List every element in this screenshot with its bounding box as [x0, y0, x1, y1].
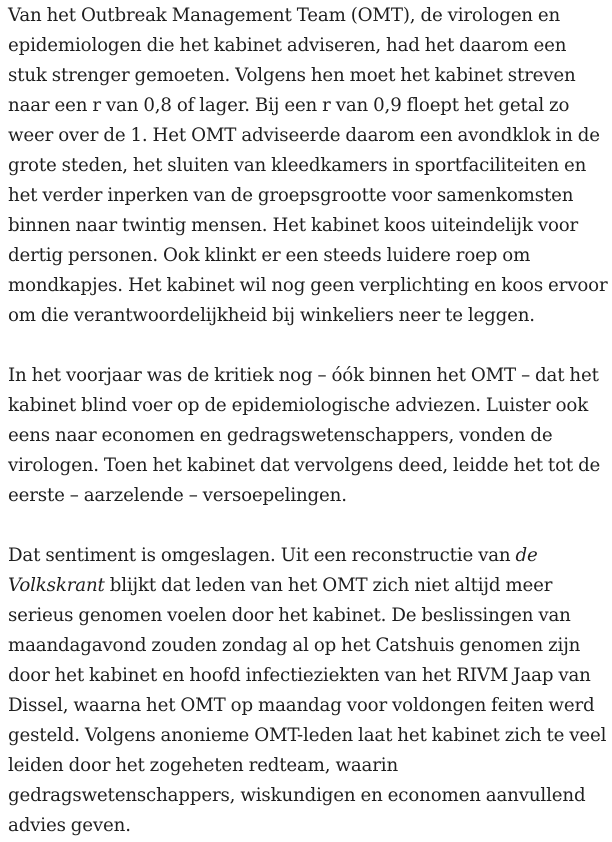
paragraph-text: Dat sentiment is omgeslagen. Uit een reconstructie van	[8, 545, 516, 566]
paragraph-text: blijkt dat leden van het OMT zich niet altijd meer serieus genomen voelen door het kabinet. De beslissingen van maandagavond zouden zondag al op het Catshuis genomen zijn door het kabinet en hoofd infectieziekten van het RIVM Jaap van Dissel, waarna het OMT op maandag voor voldongen feiten werd gesteld. Volgens anonieme OMT-leden laat het kabinet zich te veel leiden door het zogeheten redteam, waarin gedragswetenschappers, wiskundigen en economen aanvullend advies geven.	[8, 575, 607, 836]
article-body	[8, 1, 608, 841]
paragraph-spring-criticism: In het voorjaar was de kritiek nog – óók binnen het OMT – dat het kabinet blind voer op de epidemiologische adviezen. Luister ook eens naar economen en gedragswetenschappers, vonden de virologen. Toen het kabinet dat vervolgens deed, leidde het tot de eerste – aarzelende – versoepelingen.	[8, 365, 601, 506]
publication-name: de Volkskrant	[8, 545, 538, 596]
paragraph-sentiment-shift	[8, 541, 608, 841]
paragraph-omt-advice: Van het Outbreak Management Team (OMT), de virologen en epidemiologen die het kabinet adviseren, had het daarom een stuk strenger gemoeten. Volgens hen moet het kabinet streven naar een r van 0,8 of lager. Bij een r van 0,9 floept het getal zo weer over de 1. Het OMT adviseerde daarom een avondklok in de grote steden, het sluiten van kleedkamers in sportfaciliteiten en het verder inperken van de groepsgrootte voor samenkomsten binnen naar twintig mensen. Het kabinet koos uiteindelijk voor dertig personen. Ook klinkt er een steeds luidere roep om mondkapjes. Het kabinet wil nog geen verplichting en koos ervoor om die verantwoordelijkheid bij winkeliers neer te leggen.	[8, 5, 608, 326]
